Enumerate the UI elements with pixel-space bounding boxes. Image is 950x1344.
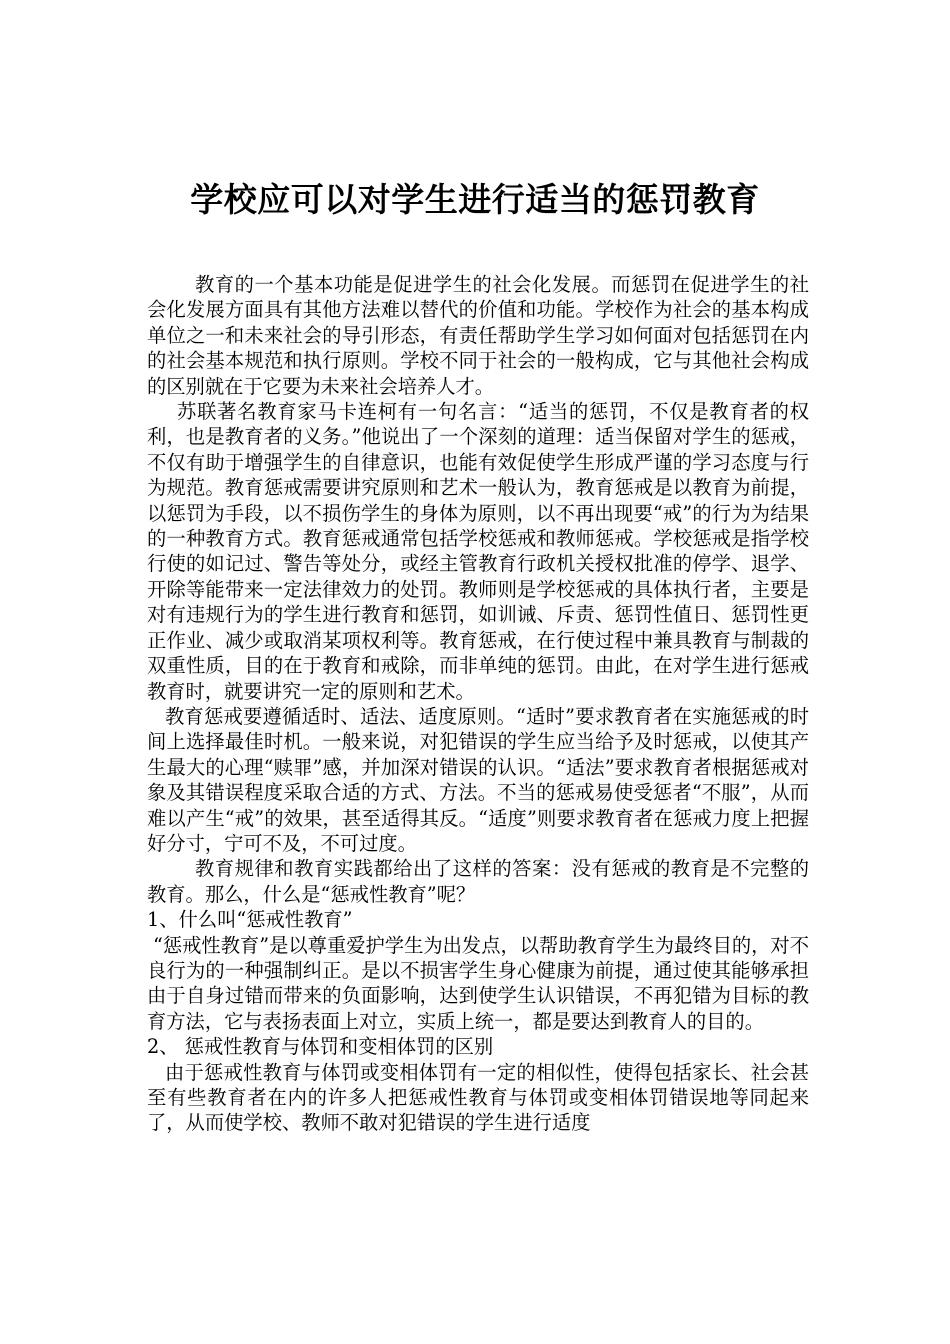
document-title: 学校应可以对学生进行适当的惩罚教育: [190, 180, 760, 219]
paragraph: 苏联著名教育家马卡连柯有一句名言：“适当的惩罚，不仅是教育者的权利，也是教育者的义务。”他说出了一个深刻的道理：适当保留对学生的惩戒，不仅有助于增强学生的自律意识，也能有效促使学生形成严谨的学习态度与行为规范。教育惩戒需要讲究原则和艺术一般认为，教育惩戒是以教育为前提，以惩罚为手段，以不损伤学生的身体为原则，以不再出现要“戒”的行为为结果的一种教育方式。教育惩戒通常包括学校惩戒和教师惩戒。学校惩戒是指学校行使的如记过、警告等处分，或经主管教育行政机关授权批准的停学、退学、开除等能带来一定法律效力的处罚。教师则是学校惩戒的具体执行者，主要是对有违规行为的学生进行教育和惩罚，如训诫、斥责、惩罚性值日、惩罚性更正作业、减少或取消某项权利等。教育惩戒，在行使过程中兼具教育与制裁的双重性质，目的在于教育和戒除，而非单纯的惩罚。由此，在对学生进行惩戒教育时，就要讲究一定的原则和艺术。: [147, 400, 809, 703]
paragraph: 由于惩戒性教育与体罚或变相体罚有一定的相似性，使得包括家长、社会甚至有些教育者在内的许多人把惩戒性教育与体罚或变相体罚错误地等同起来了，从而使学校、教师不敢对犯错误的学生进行适度: [147, 1060, 809, 1135]
paragraph: 教育的一个基本功能是促进学生的社会化发展。而惩罚在促进学生的社会化发展方面具有其他方法难以替代的价值和功能。学校作为社会的基本构成单位之一和未来社会的导引形态，有责任帮助学生学习如何面对包括惩罚在内的社会基本规范和执行原则。学校不同于社会的一般构成，它与其他社会构成的区别就在于它要为未来社会培养人才。: [147, 273, 809, 398]
document-body: [147, 272, 809, 1136]
paragraph: 教育规律和教育实践都给出了这样的答案：没有惩戒的教育是不完整的教育。那么，什么是“惩戒性教育”呢？: [147, 857, 809, 906]
section-heading: 1、什么叫“惩戒性教育”: [147, 908, 353, 932]
paragraph: “惩戒性教育”是以尊重爱护学生为出发点，以帮助教育学生为最终目的，对不良行为的一种强制纠正。是以不损害学生身心健康为前提，通过使其能够承担由于自身过错而带来的负面影响，达到使学生认识错误，不再犯错为目标的教育方法，它与表扬表面上对立，实质上统一，都是要达到教育人的目的。: [147, 933, 809, 1033]
paragraph: 教育惩戒要遵循适时、适法、适度原则。“适时”要求教育者在实施惩戒的时间上选择最佳时机。一般来说，对犯错误的学生应当给予及时惩戒，以使其产生最大的心理“赎罪”感，并加深对错误的认识。“适法”要求教育者根据惩戒对象及其错误程度采取合适的方式、方法。不当的惩戒易使受惩者“不服”，从而难以产生“戒”的效果，甚至适得其反。“适度”则要求教育者在惩戒力度上把握好分寸，宁可不及，不可过度。: [147, 704, 809, 855]
section-heading: 2、 惩戒性教育与体罚和变相体罚的区别: [147, 1035, 494, 1059]
